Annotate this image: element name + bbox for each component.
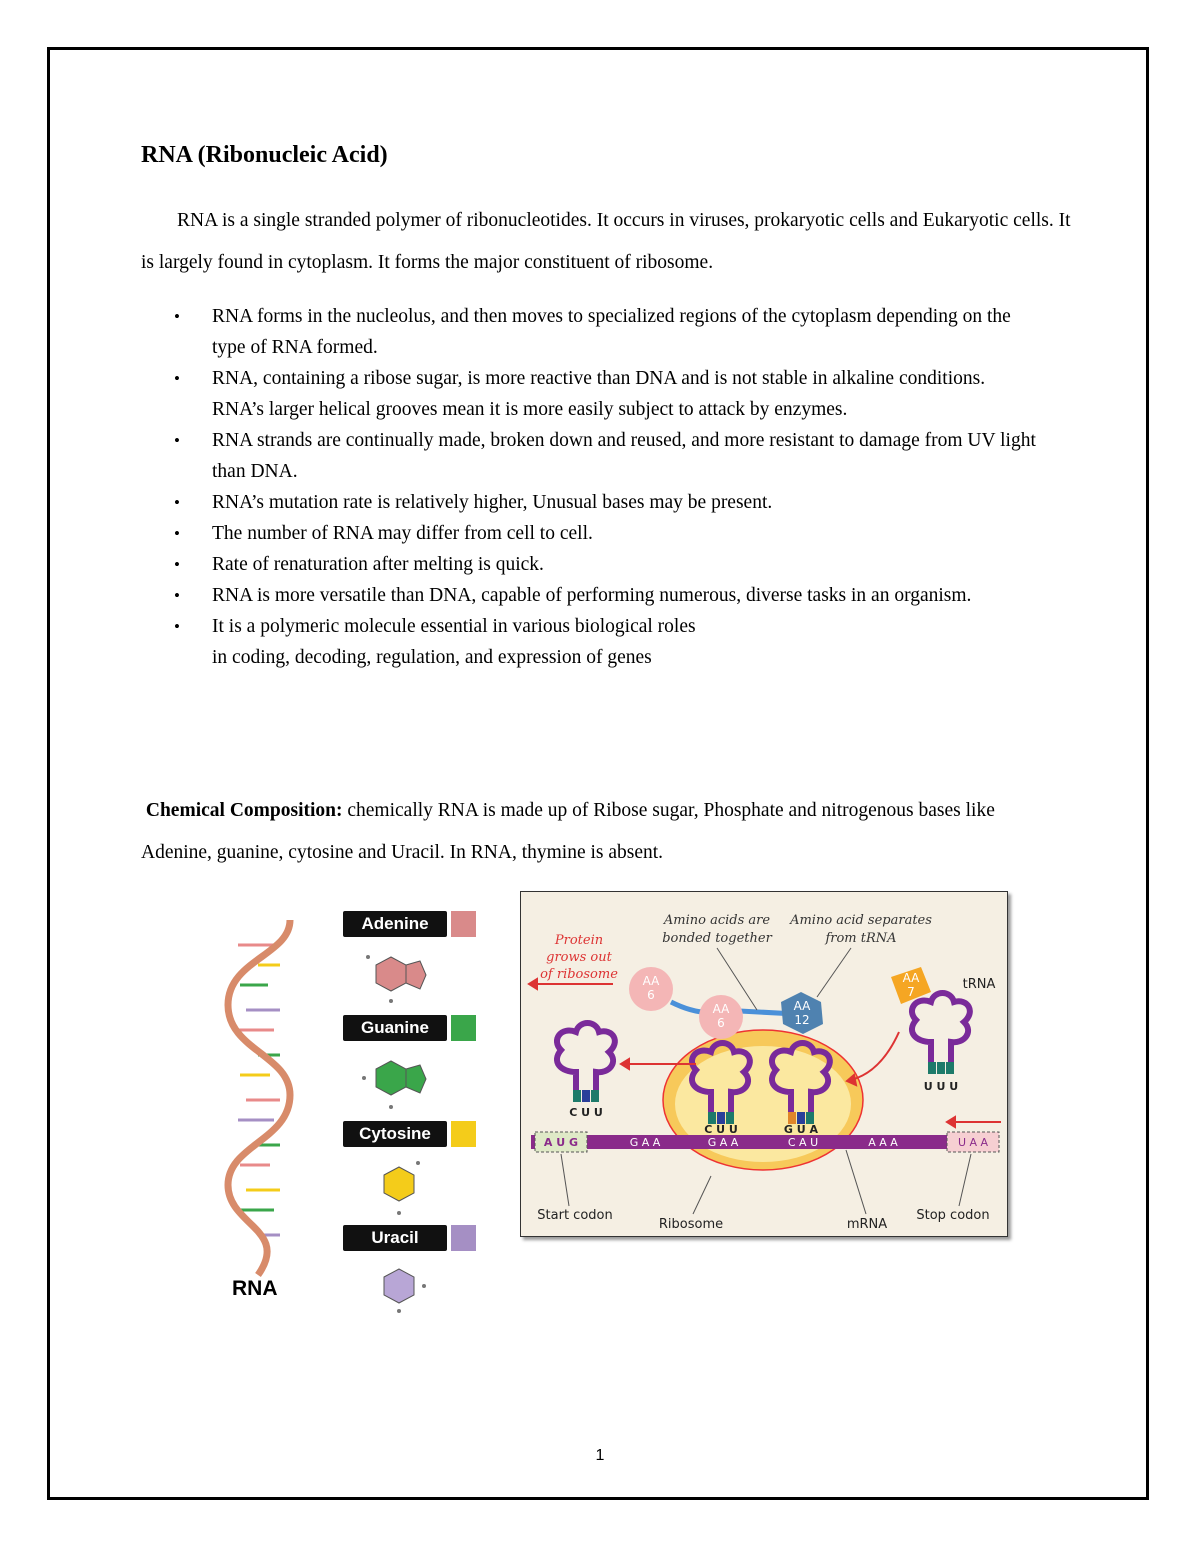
adenine-swatch [451, 911, 476, 937]
list-item: • Rate of renaturation after melting is quick. [174, 554, 544, 575]
page-number: 1 [595, 1447, 605, 1464]
svg-text:from tRNA: from tRNA [825, 931, 897, 946]
base-label-guanine: Guanine [343, 1015, 447, 1041]
list-item: • The number of RNA may differ from cell to cell. [174, 523, 593, 544]
uracil-structure-icon [368, 1257, 448, 1327]
svg-text:AA: AA [793, 999, 811, 1013]
page-title: RNA (Ribonucleic Acid) [141, 142, 388, 168]
ribosome-label: Ribosome [658, 1217, 724, 1232]
bullet-list [141, 301, 1041, 673]
svg-text:bonded together: bonded together [662, 931, 772, 946]
codon-label: U A A [957, 1136, 989, 1149]
anticodon-label: U U U [923, 1080, 959, 1093]
rna-helix-icon [218, 915, 328, 1285]
rna-label: RNA [232, 1277, 278, 1300]
svg-text:AA: AA [902, 971, 920, 985]
trna-label: tRNA [962, 977, 996, 992]
intro-text: RNA is a single stranded polymer of ribonucleotides. It occurs in viruses, prokaryotic cells and Eukaryotic cells. It is largely found in cytoplasm. It forms the major constituent of ribosome. [141, 210, 1071, 273]
svg-text:12: 12 [794, 1013, 810, 1027]
codon-label: G A A [629, 1136, 661, 1149]
anticodon-label: G U A [783, 1123, 819, 1136]
svg-text:grows out: grows out [546, 950, 612, 965]
codon-label: A U G [543, 1136, 579, 1149]
svg-text:6: 6 [647, 988, 655, 1002]
svg-text:6: 6 [717, 1016, 725, 1030]
codon-label: G A A [707, 1136, 739, 1149]
translation-diagram [520, 891, 1008, 1237]
svg-text:7: 7 [907, 985, 915, 999]
list-item: • RNA is more versatile than DNA, capable of performing numerous, diverse tasks in an organism. [174, 585, 972, 606]
mrna-label: mRNA [846, 1217, 888, 1232]
chem-label: Chemical Composition: [145, 800, 343, 821]
svg-text:of ribosome: of ribosome [540, 967, 618, 982]
trna-right-icon [912, 993, 970, 1072]
uracil-swatch [451, 1225, 476, 1251]
start-codon-label: Start codon [537, 1208, 613, 1223]
list-item: • RNA strands are continually made, broken down and reused, and more resistant to damage from UV light than DNA. [174, 430, 1036, 482]
list-item: • It is a polymeric molecule essential in various biological roles in coding, decoding, regulation, and expression of genes [174, 616, 696, 668]
guanine-structure-icon [356, 1049, 436, 1119]
svg-text:AA: AA [712, 1002, 730, 1016]
base-label-adenine: Adenine [343, 911, 447, 937]
chem-text: chemically RNA is made up of Ribose sugar, Phosphate and nitrogenous bases like Adenine, guanine, cytosine and Uracil. In RNA, thymine is absent. [141, 800, 995, 863]
anticodon-label: C U U [704, 1123, 738, 1136]
intro-paragraph [141, 200, 1071, 284]
base-label-uracil: Uracil [343, 1225, 447, 1251]
list-item: • RNA, containing a ribose sugar, is more reactive than DNA and is not stable in alkaline conditions. RNA’s larger helical grooves mean it is more easily subject to attack by enzymes. [174, 368, 986, 420]
cytosine-structure-icon [368, 1155, 448, 1225]
guanine-swatch [451, 1015, 476, 1041]
base-label-cytosine: Cytosine [343, 1121, 447, 1147]
stop-codon-label: Stop codon [916, 1208, 990, 1223]
svg-text:AA: AA [642, 974, 660, 988]
amino-separates-label: Amino acid separates [790, 913, 932, 928]
list-item: • RNA’s mutation rate is relatively higher, Unusual bases may be present. [174, 492, 773, 513]
protein-label: Protein [554, 933, 604, 948]
anticodon-label: C U U [569, 1106, 603, 1119]
list-item: • RNA forms in the nucleolus, and then moves to specialized regions of the cytoplasm depending on the type of RNA formed. [174, 306, 1011, 358]
rna-bases-figure [218, 905, 488, 1315]
chemical-composition-paragraph [141, 790, 1041, 874]
mrna-strand [531, 1135, 997, 1149]
adenine-structure-icon [356, 945, 436, 1015]
cytosine-swatch [451, 1121, 476, 1147]
amino-bonded-label: Amino acids are [663, 913, 771, 928]
codon-label: C A U [787, 1136, 819, 1149]
codon-label: A A A [868, 1136, 898, 1149]
